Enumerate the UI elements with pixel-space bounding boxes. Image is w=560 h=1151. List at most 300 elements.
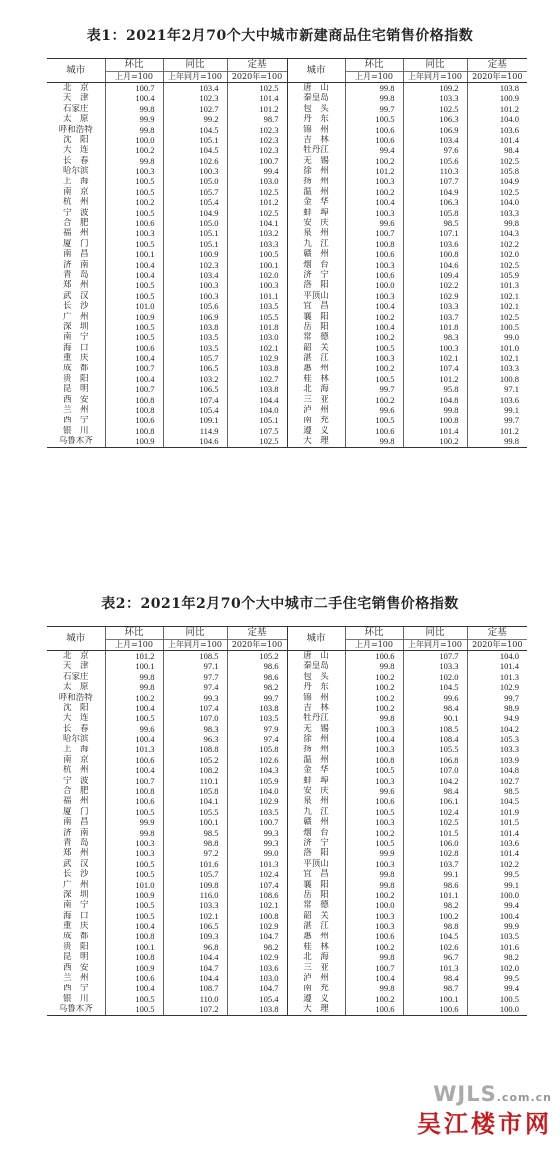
yoy-subheader: 上年同月=100 <box>403 640 467 651</box>
yoy-cell: 103.4 <box>163 83 227 94</box>
city-cell: 深 圳 <box>62 889 89 900</box>
yoy-cell: 101.4 <box>403 426 467 436</box>
yoy-cell: 100.6 <box>403 1004 467 1015</box>
base-cell: 94.9 <box>467 713 527 723</box>
city-cell: 银 川 <box>62 425 89 436</box>
yoy-cell: 104.5 <box>403 932 467 942</box>
city-cell: 惠 州 <box>287 932 345 942</box>
base-cell: 104.0 <box>227 786 287 796</box>
table1-title: 表1：2021年2月70个大中城市新建商品住宅销售价格指数 <box>86 28 474 44</box>
city-cell: 太 原 <box>62 114 89 125</box>
city-cell: 南 京 <box>62 754 89 765</box>
yoy-cell: 98.6 <box>403 880 467 890</box>
table-row <box>47 713 527 723</box>
mom-cell: 100.5 <box>105 208 163 218</box>
base-cell: 102.9 <box>227 353 287 363</box>
mom-cell: 100.4 <box>105 765 163 775</box>
yoy-cell: 96.3 <box>163 734 227 744</box>
table-row <box>47 828 527 838</box>
mom-cell: 99.8 <box>105 104 163 114</box>
yoy-cell: 105.6 <box>403 156 467 166</box>
mom-cell: 99.7 <box>345 384 403 394</box>
yoy-cell: 104.6 <box>403 260 467 270</box>
mom-cell: 99.8 <box>345 436 403 447</box>
base-cell: 103.6 <box>467 125 527 135</box>
city-cell: 岳 阳 <box>287 322 345 332</box>
mom-cell: 100.4 <box>105 703 163 713</box>
yoy-cell: 98.8 <box>163 838 227 848</box>
base-cell: 102.5 <box>467 312 527 322</box>
city-cell: 襄 阳 <box>287 312 345 322</box>
base-cell: 100.8 <box>227 911 287 921</box>
base-cell: 104.3 <box>467 228 527 238</box>
yoy-cell: 100.1 <box>163 817 227 827</box>
city-cell: 福 州 <box>62 228 89 239</box>
base-subheader: 2020年=100 <box>467 640 527 651</box>
base-cell: 97.9 <box>227 724 287 734</box>
base-cell: 105.1 <box>227 416 287 426</box>
yoy-cell: 105.6 <box>163 301 227 311</box>
city-cell: 北 海 <box>287 952 345 962</box>
mom-cell: 100.5 <box>105 187 163 197</box>
city-header: 城市 <box>287 59 345 83</box>
mom-cell: 100.8 <box>105 395 163 405</box>
yoy-cell: 104.1 <box>163 796 227 806</box>
table-row <box>47 932 527 942</box>
base-cell: 103.6 <box>467 838 527 848</box>
mom-cell: 100.5 <box>345 838 403 848</box>
base-cell: 104.0 <box>467 197 527 207</box>
city-cell: 无 锡 <box>287 156 345 166</box>
yoy-cell: 101.3 <box>403 963 467 973</box>
mom-cell: 100.4 <box>105 734 163 744</box>
mom-cell: 100.7 <box>105 384 163 394</box>
base-cell: 97.1 <box>467 384 527 394</box>
yoy-cell: 104.6 <box>163 436 227 447</box>
mom-cell: 99.6 <box>345 786 403 796</box>
table-row <box>47 301 527 311</box>
mom-cell: 100.3 <box>345 921 403 931</box>
city-cell: 海 口 <box>62 910 89 921</box>
yoy-cell: 104.4 <box>163 973 227 983</box>
city-cell: 重 庆 <box>62 353 89 364</box>
city-cell: 北 京 <box>62 82 89 93</box>
yoy-cell: 103.6 <box>403 239 467 249</box>
yoy-cell: 107.4 <box>163 703 227 713</box>
city-cell: 成 都 <box>62 363 89 374</box>
mom-subheader: 上月=100 <box>105 640 163 651</box>
yoy-cell: 107.7 <box>403 177 467 187</box>
yoy-cell: 100.3 <box>163 166 227 176</box>
yoy-cell: 100.1 <box>403 994 467 1004</box>
base-cell: 108.6 <box>227 890 287 900</box>
city-cell: 泸 州 <box>287 405 345 415</box>
yoy-cell: 104.8 <box>403 395 467 405</box>
base-cell: 101.2 <box>227 197 287 207</box>
city-cell: 宁 波 <box>62 207 89 218</box>
city-cell: 安 庆 <box>287 218 345 228</box>
mom-cell: 100.5 <box>105 291 163 301</box>
mom-cell: 100.6 <box>345 270 403 280</box>
base-cell: 103.6 <box>467 395 527 405</box>
yoy-cell: 104.5 <box>163 145 227 155</box>
city-cell: 济 南 <box>62 259 89 270</box>
yoy-cell: 98.4 <box>403 973 467 983</box>
city-cell: 襄 阳 <box>287 880 345 890</box>
yoy-cell: 102.7 <box>163 104 227 114</box>
base-cell: 102.1 <box>467 291 527 301</box>
mom-cell: 100.9 <box>105 890 163 900</box>
city-header: 城市 <box>287 627 345 651</box>
mom-cell: 100.6 <box>105 218 163 228</box>
mom-cell: 100.2 <box>345 994 403 1004</box>
yoy-cell: 104.9 <box>403 187 467 197</box>
table-row <box>47 145 527 155</box>
base-cell: 102.9 <box>227 952 287 962</box>
base-cell: 99.4 <box>467 984 527 994</box>
yoy-header: 同比 <box>403 59 467 72</box>
mom-subheader: 上月=100 <box>345 72 403 83</box>
yoy-cell: 104.2 <box>403 776 467 786</box>
table1-new-homes <box>47 58 527 448</box>
table-row <box>47 786 527 796</box>
yoy-cell: 101.2 <box>403 374 467 384</box>
yoy-cell: 102.1 <box>163 911 227 921</box>
city-cell: 湛 江 <box>287 921 345 931</box>
base-cell: 102.9 <box>467 682 527 692</box>
yoy-cell: 110.1 <box>163 776 227 786</box>
city-cell: 郑 州 <box>62 848 89 859</box>
base-cell: 101.4 <box>467 135 527 145</box>
base-cell: 97.4 <box>227 734 287 744</box>
yoy-cell: 103.3 <box>403 661 467 671</box>
yoy-cell: 102.5 <box>403 817 467 827</box>
city-cell: 合 肥 <box>62 218 89 229</box>
table-row <box>47 177 527 187</box>
city-cell: 深 圳 <box>62 321 89 332</box>
mom-cell: 100.6 <box>345 651 403 662</box>
table1-body <box>47 83 527 448</box>
city-cell: 洛 阳 <box>287 280 345 290</box>
base-cell: 103.8 <box>227 364 287 374</box>
base-cell: 105.8 <box>227 745 287 755</box>
table-row <box>47 436 527 447</box>
table-row <box>47 343 527 353</box>
table-row <box>47 218 527 228</box>
city-cell: 韶 关 <box>287 911 345 921</box>
city-cell: 南 京 <box>62 186 89 197</box>
base-subheader: 2020年=100 <box>227 640 287 651</box>
mom-cell: 100.2 <box>345 364 403 374</box>
yoy-cell: 102.5 <box>403 104 467 114</box>
city-cell: 三 亚 <box>287 395 345 405</box>
city-cell: 济 南 <box>62 827 89 838</box>
yoy-cell: 106.9 <box>403 125 467 135</box>
base-cell: 103.9 <box>467 755 527 765</box>
base-cell: 100.8 <box>467 374 527 384</box>
yoy-cell: 99.1 <box>403 869 467 879</box>
city-cell: 丹 东 <box>287 114 345 124</box>
table-row <box>47 187 527 197</box>
base-cell: 104.1 <box>227 218 287 228</box>
base-cell: 102.1 <box>227 343 287 353</box>
base-cell: 105.8 <box>467 166 527 176</box>
mom-cell: 100.3 <box>345 353 403 363</box>
mom-cell: 99.9 <box>105 817 163 827</box>
mom-cell: 99.6 <box>105 724 163 734</box>
mom-cell: 99.4 <box>345 145 403 155</box>
base-cell: 101.0 <box>467 343 527 353</box>
base-cell: 100.4 <box>467 911 527 921</box>
base-header: 定基 <box>227 627 287 640</box>
table-row <box>47 724 527 734</box>
yoy-cell: 116.0 <box>163 890 227 900</box>
base-cell: 98.5 <box>467 786 527 796</box>
mom-cell: 99.8 <box>345 880 403 890</box>
city-cell: 韶 关 <box>287 343 345 353</box>
base-cell: 99.1 <box>467 405 527 415</box>
yoy-cell: 108.5 <box>163 651 227 662</box>
base-cell: 99.3 <box>227 838 287 848</box>
table-row <box>47 312 527 322</box>
mom-cell: 100.5 <box>105 1004 163 1015</box>
table-row <box>47 426 527 436</box>
base-cell: 104.7 <box>227 984 287 994</box>
base-cell: 105.9 <box>467 270 527 280</box>
mom-cell: 100.6 <box>105 796 163 806</box>
city-cell: 烟 台 <box>287 828 345 838</box>
city-cell: 南 充 <box>287 416 345 426</box>
city-cell: 北 京 <box>62 650 89 661</box>
base-cell: 99.7 <box>467 693 527 703</box>
yoy-cell: 103.5 <box>163 343 227 353</box>
base-cell: 103.8 <box>227 1004 287 1015</box>
city-cell: 广 州 <box>62 879 89 890</box>
table-row <box>47 384 527 394</box>
base-cell: 102.4 <box>227 869 287 879</box>
mom-cell: 100.4 <box>105 260 163 270</box>
mom-cell: 100.3 <box>345 776 403 786</box>
table-row <box>47 921 527 931</box>
city-cell: 岳 阳 <box>287 890 345 900</box>
mom-cell: 100.2 <box>345 682 403 692</box>
mom-cell: 100.2 <box>345 312 403 322</box>
city-cell: 西 宁 <box>62 415 89 426</box>
city-cell: 南 昌 <box>62 249 89 260</box>
base-cell: 101.8 <box>227 322 287 332</box>
yoy-cell: 106.5 <box>163 364 227 374</box>
base-cell: 103.8 <box>227 703 287 713</box>
city-header: 城市 <box>47 59 105 83</box>
city-cell: 赣 州 <box>287 817 345 827</box>
yoy-cell: 103.3 <box>403 301 467 311</box>
base-cell: 104.0 <box>467 114 527 124</box>
yoy-cell: 107.0 <box>403 765 467 775</box>
city-cell: 太 原 <box>62 682 89 693</box>
yoy-cell: 109.3 <box>163 932 227 942</box>
city-cell: 石家庄 <box>62 103 89 114</box>
city-cell: 昆 明 <box>62 384 89 395</box>
table-row <box>47 374 527 384</box>
yoy-cell: 105.7 <box>163 353 227 363</box>
base-cell: 99.0 <box>467 332 527 342</box>
table2-title: 表2：2021年2月70个大中城市二手住宅销售价格指数 <box>101 596 459 612</box>
table-row <box>47 135 527 145</box>
base-cell: 99.7 <box>227 693 287 703</box>
mom-cell: 100.8 <box>105 932 163 942</box>
mom-cell: 99.8 <box>345 984 403 994</box>
city-cell: 上 海 <box>62 744 89 755</box>
table-row <box>47 364 527 374</box>
city-cell: 吉 林 <box>287 703 345 713</box>
mom-cell: 100.6 <box>345 249 403 259</box>
mom-cell: 100.9 <box>105 312 163 322</box>
base-cell: 100.1 <box>227 260 287 270</box>
base-cell: 104.0 <box>227 405 287 415</box>
yoy-cell: 105.1 <box>163 228 227 238</box>
base-cell: 103.6 <box>227 963 287 973</box>
city-cell: 天 津 <box>62 93 89 104</box>
base-cell: 103.0 <box>227 332 287 342</box>
mom-cell: 100.5 <box>105 177 163 187</box>
mom-cell: 99.8 <box>105 828 163 838</box>
mom-cell: 101.2 <box>345 166 403 176</box>
city-cell: 唐 山 <box>287 83 345 94</box>
city-cell: 徐 州 <box>287 166 345 176</box>
base-cell: 99.5 <box>467 973 527 983</box>
yoy-cell: 105.7 <box>163 187 227 197</box>
yoy-cell: 107.7 <box>403 651 467 662</box>
table-row <box>47 197 527 207</box>
city-cell: 泉 州 <box>287 228 345 238</box>
base-cell: 105.2 <box>227 651 287 662</box>
base-cell: 100.5 <box>467 994 527 1004</box>
yoy-cell: 100.3 <box>163 291 227 301</box>
yoy-cell: 103.3 <box>163 900 227 910</box>
yoy-cell: 109.4 <box>403 270 467 280</box>
city-cell: 丹 东 <box>287 682 345 692</box>
yoy-cell: 98.7 <box>403 984 467 994</box>
city-cell: 常 德 <box>287 900 345 910</box>
mom-cell: 100.5 <box>105 911 163 921</box>
mom-cell: 100.5 <box>105 994 163 1004</box>
table-row <box>47 838 527 848</box>
mom-cell: 100.4 <box>105 353 163 363</box>
yoy-cell: 102.0 <box>403 672 467 682</box>
mom-cell: 99.8 <box>345 869 403 879</box>
base-cell: 98.2 <box>227 682 287 692</box>
city-cell: 宜 昌 <box>287 301 345 311</box>
base-cell: 105.4 <box>227 994 287 1004</box>
mom-cell: 100.7 <box>105 364 163 374</box>
yoy-cell: 102.8 <box>403 848 467 858</box>
yoy-cell: 105.0 <box>163 177 227 187</box>
table-row <box>47 880 527 890</box>
mom-cell: 100.7 <box>105 83 163 94</box>
base-cell: 102.1 <box>227 900 287 910</box>
mom-cell: 99.7 <box>345 104 403 114</box>
yoy-cell: 105.1 <box>163 239 227 249</box>
yoy-cell: 106.9 <box>163 312 227 322</box>
base-cell: 101.2 <box>227 104 287 114</box>
yoy-cell: 98.4 <box>403 703 467 713</box>
city-cell: 南 宁 <box>62 332 89 343</box>
base-cell: 98.4 <box>467 145 527 155</box>
table-row <box>47 765 527 775</box>
mom-cell: 100.3 <box>345 177 403 187</box>
city-cell: 桂 林 <box>287 942 345 952</box>
city-cell: 九 江 <box>287 807 345 817</box>
table-row <box>47 1004 527 1015</box>
mom-subheader: 上月=100 <box>345 640 403 651</box>
city-cell: 金 华 <box>287 197 345 207</box>
base-cell: 104.8 <box>467 765 527 775</box>
yoy-cell: 101.1 <box>403 890 467 900</box>
mom-cell: 100.8 <box>105 405 163 415</box>
yoy-cell: 105.5 <box>403 745 467 755</box>
base-cell: 99.8 <box>467 218 527 228</box>
mom-cell: 100.2 <box>345 942 403 952</box>
yoy-cell: 104.9 <box>163 208 227 218</box>
mom-cell: 100.5 <box>105 322 163 332</box>
base-cell: 103.5 <box>227 301 287 311</box>
city-cell: 大 连 <box>62 713 89 724</box>
mom-cell: 100.2 <box>345 693 403 703</box>
city-cell: 厦 门 <box>62 806 89 817</box>
yoy-cell: 100.8 <box>403 249 467 259</box>
yoy-cell: 106.1 <box>403 796 467 806</box>
base-cell: 102.5 <box>227 208 287 218</box>
city-cell: 兰 州 <box>62 973 89 984</box>
yoy-cell: 110.0 <box>163 994 227 1004</box>
mom-cell: 100.5 <box>345 807 403 817</box>
yoy-cell: 103.5 <box>163 332 227 342</box>
table-row <box>47 280 527 290</box>
city-cell: 无 锡 <box>287 724 345 734</box>
yoy-cell: 101.5 <box>403 828 467 838</box>
mom-cell: 100.0 <box>345 900 403 910</box>
mom-cell: 99.8 <box>345 713 403 723</box>
table-row <box>47 83 527 94</box>
yoy-cell: 101.8 <box>403 322 467 332</box>
base-cell: 103.3 <box>227 239 287 249</box>
city-cell: 长 春 <box>62 723 89 734</box>
base-cell: 102.7 <box>227 374 287 384</box>
mom-cell: 100.8 <box>345 755 403 765</box>
city-cell: 秦皇岛 <box>287 93 345 103</box>
yoy-subheader: 上年同月=100 <box>163 72 227 83</box>
city-cell: 烟 台 <box>287 260 345 270</box>
mom-cell: 100.2 <box>345 187 403 197</box>
yoy-cell: 105.8 <box>163 786 227 796</box>
mom-header: 环比 <box>345 59 403 72</box>
table-row <box>47 228 527 238</box>
city-cell: 呼和浩特 <box>58 692 93 703</box>
city-cell: 蚌 埠 <box>287 776 345 786</box>
mom-cell: 100.1 <box>105 942 163 952</box>
base-cell: 100.9 <box>467 93 527 103</box>
mom-cell: 100.2 <box>345 156 403 166</box>
mom-cell: 100.3 <box>345 817 403 827</box>
watermark-site: WJLS.com.cn <box>433 1082 552 1106</box>
yoy-cell: 105.5 <box>163 807 227 817</box>
table-row <box>47 973 527 983</box>
table-row <box>47 395 527 405</box>
city-cell: 杭 州 <box>62 197 89 208</box>
city-cell: 金 华 <box>287 765 345 775</box>
city-cell: 上 海 <box>62 176 89 187</box>
table2-body <box>47 651 527 1016</box>
